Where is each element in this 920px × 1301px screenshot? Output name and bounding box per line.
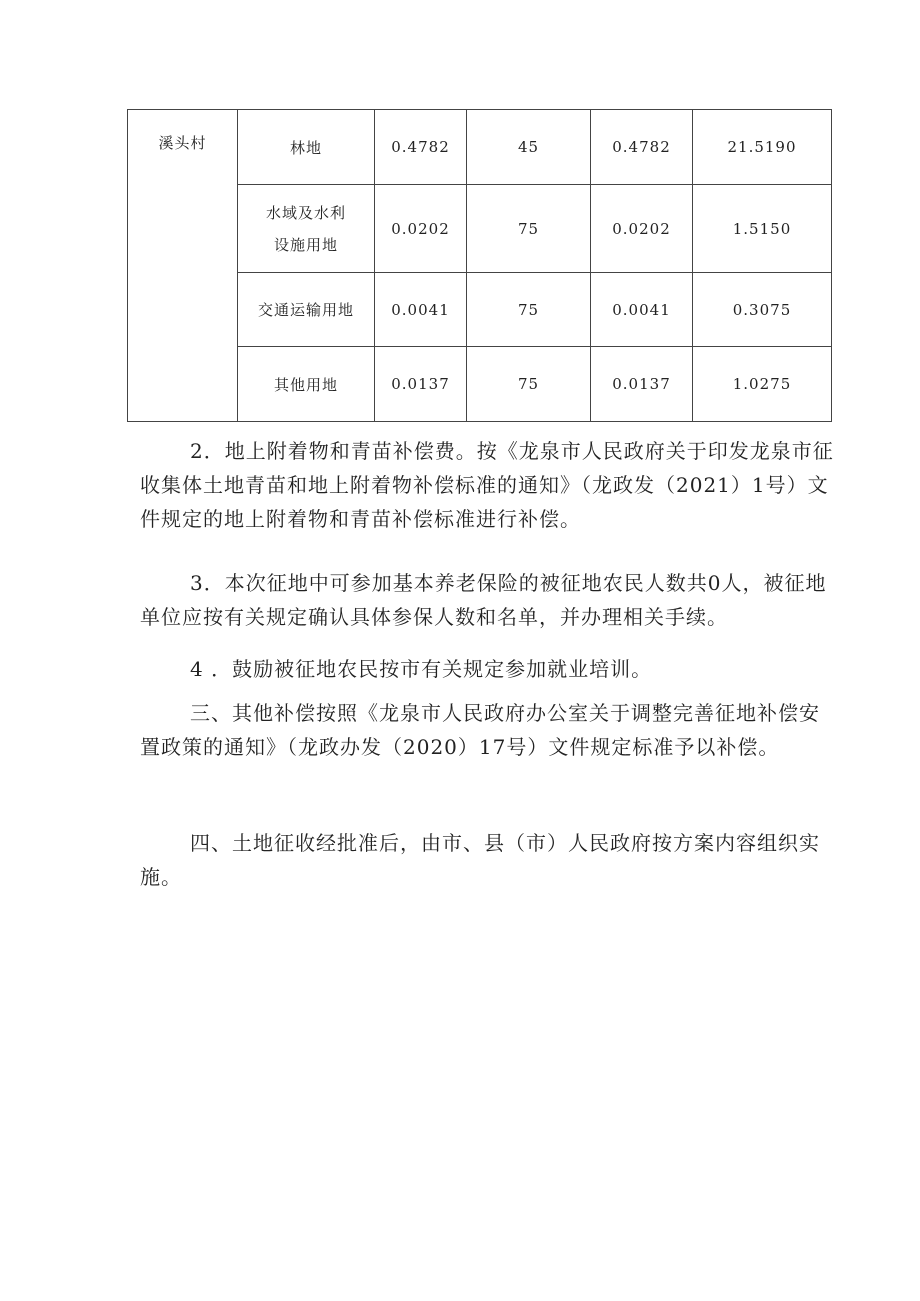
paragraph-2-crop-compensation: 2．地上附着物和青苗补偿费。按《龙泉市人民政府关于印发龙泉市征收集体土地青苗和地上附着物补偿标准的通知》（龙政发（2021）1号）文件规定的地上附着物和青苗补偿标准进行补偿。 xyxy=(140,439,834,531)
amount-cell: 21.5190 xyxy=(693,110,832,185)
section-3-other-compensation: 三、其他补偿按照《龙泉市人民政府办公室关于调整完善征地补偿安置政策的通知》（龙政办发（2020）17号）文件规定标准予以补偿。 xyxy=(140,701,820,759)
area-cell: 0.0137 xyxy=(591,347,693,422)
area-cell: 0.4782 xyxy=(591,110,693,185)
area-cell: 0.4782 xyxy=(375,110,467,185)
amount-cell: 0.3075 xyxy=(693,273,832,347)
section-4-implementation: 四、土地征收经批准后，由市、县（市）人民政府按方案内容组织实施。 xyxy=(140,831,820,889)
table-row xyxy=(128,110,832,185)
rate-cell: 45 xyxy=(467,110,591,185)
area-cell: 0.0202 xyxy=(375,185,467,273)
amount-cell: 1.5150 xyxy=(693,185,832,273)
land-type-cell: 林地 xyxy=(238,110,375,185)
village-cell: 溪头村 xyxy=(128,110,238,422)
land-type-cell: 交通运输用地 xyxy=(238,273,375,347)
land-type-cell: 其他用地 xyxy=(238,347,375,422)
area-cell: 0.0202 xyxy=(591,185,693,273)
area-cell: 0.0137 xyxy=(375,347,467,422)
rate-cell: 75 xyxy=(467,273,591,347)
land-type-cell xyxy=(238,185,375,273)
area-cell: 0.0041 xyxy=(591,273,693,347)
land-type-line: 水域及水利 xyxy=(265,203,346,222)
rate-cell: 75 xyxy=(467,185,591,273)
land-type-line: 设施用地 xyxy=(273,235,338,254)
paragraph-4-employment-training: 4 ．鼓励被征地农民按市有关规定参加就业培训。 xyxy=(190,657,653,681)
paragraph-3-pension-insurance: 3．本次征地中可参加基本养老保险的被征地农民人数共0人，被征地单位应按有关规定确认具体参保人数和名单，并办理相关手续。 xyxy=(140,571,827,629)
amount-cell: 1.0275 xyxy=(693,347,832,422)
compensation-table xyxy=(127,109,832,422)
area-cell: 0.0041 xyxy=(375,273,467,347)
rate-cell: 75 xyxy=(467,347,591,422)
